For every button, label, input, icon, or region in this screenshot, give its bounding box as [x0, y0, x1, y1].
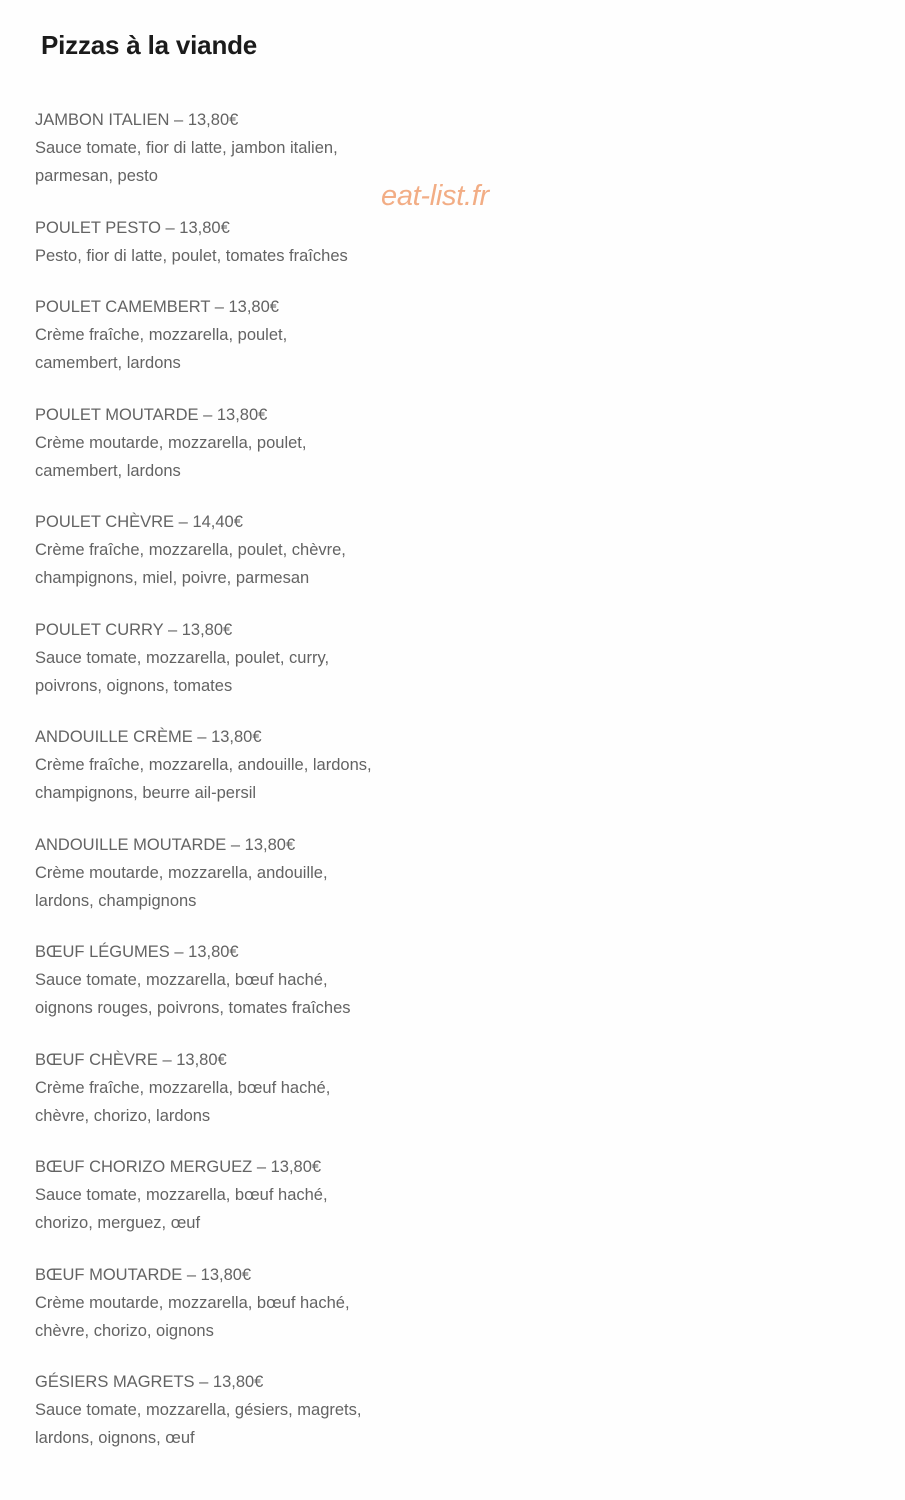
item-description-line1: Crème moutarde, mozzarella, bœuf haché, — [35, 1293, 350, 1312]
item-price: 13,80€ — [211, 728, 262, 746]
menu-item — [35, 214, 555, 294]
item-description-line1: Crème fraîche, mozzarella, andouille, lardons, — [35, 756, 372, 774]
item-description-line1: Crème fraîche, mozzarella, poulet, — [35, 326, 288, 344]
menu-item — [35, 106, 555, 214]
item-separator: – — [194, 1373, 213, 1391]
item-separator: – — [182, 1265, 201, 1284]
item-separator: – — [160, 218, 180, 237]
item-separator: – — [169, 111, 188, 129]
menu-item — [35, 1261, 555, 1369]
item-heading — [35, 508, 555, 536]
item-price: 13,80€ — [176, 1050, 227, 1069]
item-name: POULET CAMEMBERT — [35, 298, 211, 316]
item-separator: – — [226, 835, 245, 854]
item-heading — [35, 938, 555, 966]
item-name: ANDOUILLE CRÈME — [35, 728, 193, 746]
item-price: 13,80€ — [212, 1373, 264, 1391]
item-name: GÉSIERS MAGRETS — [35, 1373, 195, 1391]
menu-item — [35, 508, 555, 616]
item-separator: – — [252, 1158, 271, 1176]
item-description-line1: Crème fraîche, mozzarella, bœuf haché, — [35, 1078, 331, 1097]
item-heading — [35, 831, 555, 859]
item-description-line2: poivrons, oignons, tomates — [35, 676, 233, 695]
item-description-line2: camembert, lardons — [35, 461, 181, 480]
item-heading — [35, 401, 555, 429]
item-price: 13,80€ — [244, 835, 296, 854]
item-description-line2: oignons rouges, poivrons, tomates fraîches — [35, 999, 351, 1017]
item-price: 14,40€ — [192, 513, 243, 531]
item-name: POULET CURRY — [35, 620, 164, 639]
item-price: 13,80€ — [270, 1158, 322, 1176]
item-description-line2: champignons, beurre ail-persil — [35, 784, 257, 802]
item-price: 13,80€ — [187, 111, 239, 129]
item-price: 13,80€ — [228, 298, 279, 316]
item-heading — [35, 616, 555, 644]
item-description-line1: Crème moutarde, mozzarella, poulet, — [35, 433, 307, 452]
menu-item — [35, 1153, 555, 1261]
item-description-line1: Sauce tomate, mozzarella, bœuf haché, — [35, 971, 328, 989]
item-heading — [35, 723, 555, 751]
item-description-line1: Crème fraîche, mozzarella, poulet, chèvre, — [35, 541, 346, 559]
item-heading — [35, 1153, 555, 1181]
item-description-line2: chèvre, chorizo, oignons — [35, 1321, 214, 1340]
item-description-line1: Pesto, fior di latte, poulet, tomates fraîches — [35, 246, 348, 265]
item-description-line2: champignons, miel, poivre, parmesan — [35, 569, 310, 587]
menu-item — [35, 1368, 555, 1476]
page-title: Pizzas à la viande — [41, 30, 258, 60]
item-heading — [35, 214, 555, 242]
item-separator: – — [210, 298, 229, 316]
item-description-line2: camembert, lardons — [35, 354, 181, 372]
item-price: 13,80€ — [216, 405, 268, 424]
item-separator: – — [157, 1050, 177, 1069]
item-name: POULET MOUTARDE — [35, 405, 199, 424]
menu-item — [35, 723, 555, 831]
item-separator: – — [198, 405, 217, 424]
menu-item — [35, 938, 555, 1046]
item-name: BŒUF CHÈVRE — [35, 1050, 158, 1069]
item-name: POULET CHÈVRE — [35, 513, 175, 531]
item-price: 13,80€ — [179, 218, 230, 237]
item-description-line1: Sauce tomate, mozzarella, poulet, curry, — [35, 648, 330, 667]
item-description-line2: lardons, champignons — [35, 891, 197, 910]
item-heading — [35, 1261, 555, 1289]
item-heading — [35, 106, 555, 134]
item-description-line2: chorizo, merguez, œuf — [35, 1214, 201, 1232]
item-heading — [35, 1368, 555, 1396]
item-description-line2: chèvre, chorizo, lardons — [35, 1106, 211, 1125]
item-price: 13,80€ — [188, 943, 239, 961]
item-name: POULET PESTO — [35, 218, 161, 237]
item-price: 13,80€ — [181, 620, 233, 639]
menu-item — [35, 616, 555, 724]
item-description-line1: Crème moutarde, mozzarella, andouille, — [35, 863, 328, 882]
item-name: JAMBON ITALIEN — [35, 111, 170, 129]
menu-item — [35, 831, 555, 939]
item-name: BŒUF CHORIZO MERGUEZ — [35, 1158, 253, 1176]
item-description-line1: Sauce tomate, fior di latte, jambon italien, — [35, 139, 338, 157]
item-separator: – — [169, 943, 189, 961]
item-name: ANDOUILLE MOUTARDE — [35, 835, 227, 854]
menu-item — [35, 1046, 555, 1154]
menu-list — [35, 106, 555, 1476]
menu-item — [35, 401, 555, 509]
item-description-line2: parmesan, pesto — [35, 167, 158, 185]
item-description-line2: lardons, oignons, œuf — [35, 1429, 195, 1447]
menu-item — [35, 293, 555, 401]
item-price: 13,80€ — [200, 1265, 252, 1284]
item-name: BŒUF MOUTARDE — [35, 1265, 183, 1284]
item-name: BŒUF LÉGUMES — [35, 943, 170, 961]
item-description-line1: Sauce tomate, mozzarella, gésiers, magrets, — [35, 1401, 362, 1419]
item-heading — [35, 1046, 555, 1074]
item-separator: – — [192, 728, 212, 746]
watermark: eat-list.fr — [381, 180, 489, 212]
item-separator: – — [163, 620, 182, 639]
item-description-line1: Sauce tomate, mozzarella, bœuf haché, — [35, 1186, 328, 1204]
item-separator: – — [174, 513, 193, 531]
item-heading — [35, 293, 555, 321]
